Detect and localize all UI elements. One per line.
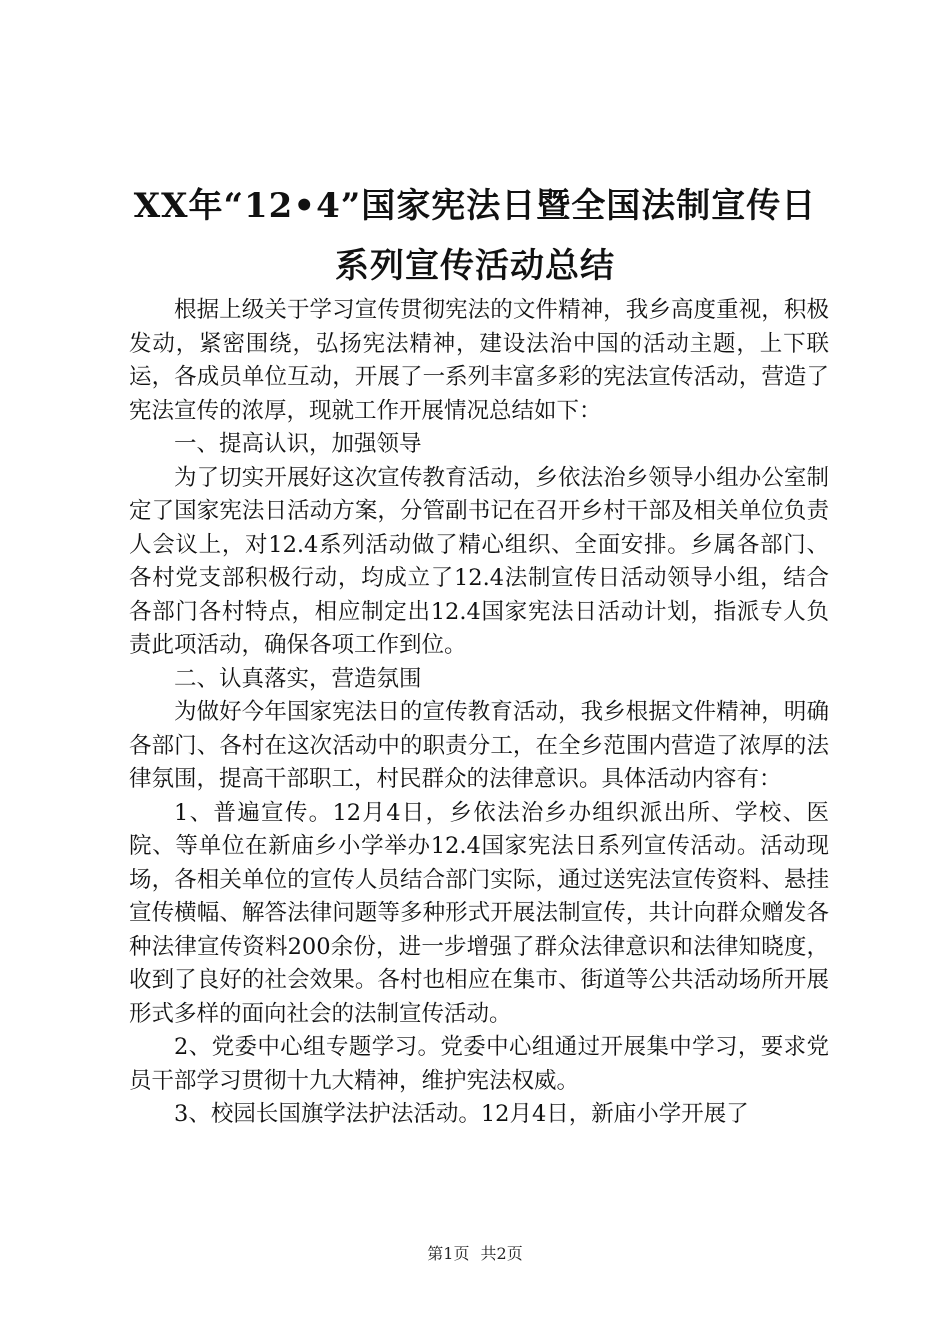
page-total: 共2页: [480, 1244, 523, 1263]
activity-item-2: 2、党委中心组专题学习。党委中心组通过开展集中学习，要求党员干部学习贯彻十九大精神，维护宪法权威。: [129, 1034, 829, 1094]
section-1-paragraph: 为了切实开展好这次宣传教育活动，乡依法治乡领导小组办公室制定了国家宪法日活动方案，分管副书记在召开乡村干部及相关单位负责人会议上，对12.4系列活动做了精心组织、全面安排。乡属各部门、各村党支部积极行动，均成立了12.4法制宣传日活动领导小组，结合各部门各村特点，相应制定出12.4国家宪法日活动计划，指派专人负责此项活动，确保各项工作到位。: [129, 464, 829, 658]
document-title-line-2: 系列宣传活动总结: [335, 246, 615, 286]
intro-paragraph: 根据上级关于学习宣传贯彻宪法的文件精神，我乡高度重视，积极发动，紧密围绕，弘扬宪法精神，建设法治中国的活动主题，上下联运，各成员单位互动，开展了一系列丰富多彩的宪法宣传活动，营造了宪法宣传的浓厚，现就工作开展情况总结如下：: [129, 297, 829, 424]
section-heading-2: 二、认真落实，营造氛围: [174, 665, 422, 692]
page-footer: [0, 1244, 950, 1264]
document-body: [129, 294, 829, 1132]
page-number: 第1页: [427, 1244, 470, 1263]
activity-item-3: 3、校园长国旗学法护法活动。12月4日，新庙小学开展了: [174, 1101, 749, 1127]
activity-item-1: 1、普遍宣传。12月4日，乡依法治乡办组织派出所、学校、医院、等单位在新庙乡小学举办12.4国家宪法日系列宣传活动。活动现场，各相关单位的宣传人员结合部门实际，通过送宪法宣传资料、悬挂宣传横幅、解答法律问题等多种形式开展法制宣传，共计向群众赠发各种法律宣传资料200余份，进一步增强了群众法律意识和法律知晓度，收到了良好的社会效果。各村也相应在集市、街道等公共活动场所开展形式多样的面向社会的法制宣传活动。: [129, 799, 829, 1027]
document-title-line-1: XX年“12•4”国家宪法日暨全国法制宣传日: [133, 186, 817, 226]
section-2-paragraph: 为做好今年国家宪法日的宣传教育活动，我乡根据文件精神，明确各部门、各村在这次活动中的职责分工，在全乡范围内营造了浓厚的法律氛围，提高干部职工，村民群众的法律意识。具体活动内容有：: [129, 699, 829, 792]
section-heading-1: 一、提高认识，加强领导: [174, 431, 422, 457]
